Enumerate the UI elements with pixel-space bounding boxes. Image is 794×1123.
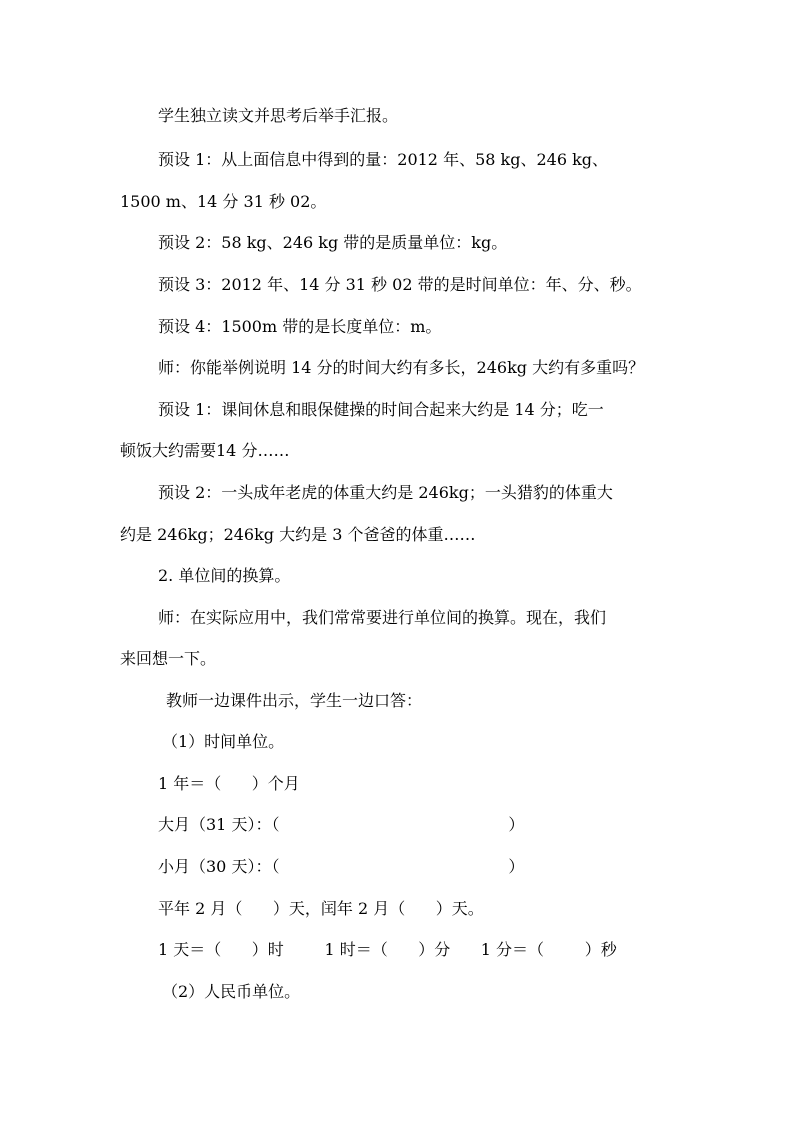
exercise-february: 平年 2 月（ ）天，闰年 2 月（ ）天。 — [158, 899, 484, 918]
paragraph-courseware: 教师一边课件出示，学生一边口答： — [166, 691, 423, 710]
subheading-time-units: （1）时间单位。 — [162, 732, 285, 751]
exercise-year-months: 1 年＝（ ）个月 — [158, 774, 300, 793]
exercise-big-month: 大月（31 天）：（ ） — [158, 815, 525, 834]
paragraph-teacher-intro-line-1: 师：在实际应用中，我们常常要进行单位间的换算。现在，我们 — [158, 608, 607, 627]
paragraph-preset-2: 预设 2：58 kg、246 kg 带的是质量单位：kg。 — [158, 233, 508, 252]
exercise-day-hour-minute: 1 天＝（ ）时 1 时＝（ ）分 1 分＝（ ）秒 — [158, 940, 617, 959]
paragraph-preset-4: 预设 4：1500m 带的是长度单位：m。 — [158, 317, 442, 336]
section-heading-unit-conversion: 2. 单位间的换算。 — [158, 566, 291, 585]
paragraph-preset-1-line-1: 预设 1：从上面信息中得到的量：2012 年、58 kg、246 kg、 — [158, 150, 609, 169]
paragraph-student-report: 学生独立读文并思考后举手汇报。 — [158, 106, 399, 125]
subheading-currency-units: （2）人民币单位。 — [162, 982, 301, 1001]
paragraph-answer-2-line-1: 预设 2：一头成年老虎的体重大约是 246kg；一头猎豹的体重大 — [158, 483, 613, 502]
paragraph-answer-1-line-1: 预设 1：课间休息和眼保健操的时间合起来大约是 14 分；吃一 — [158, 400, 604, 419]
paragraph-answer-2-line-2: 约是 246kg；246kg 大约是 3 个爸爸的体重…… — [120, 525, 476, 544]
exercise-small-month: 小月（30 天）：（ ） — [158, 857, 525, 876]
paragraph-answer-1-line-2: 顿饭大约需要14 分…… — [120, 441, 290, 460]
paragraph-teacher-intro-line-2: 来回想一下。 — [120, 649, 217, 668]
paragraph-preset-3: 预设 3：2012 年、14 分 31 秒 02 带的是时间单位：年、分、秒。 — [158, 275, 642, 294]
paragraph-teacher-question: 师：你能举例说明 14 分的时间大约有多长，246kg 大约有多重吗？ — [158, 358, 645, 377]
paragraph-preset-1-line-2: 1500 m、14 分 31 秒 02。 — [120, 192, 327, 211]
